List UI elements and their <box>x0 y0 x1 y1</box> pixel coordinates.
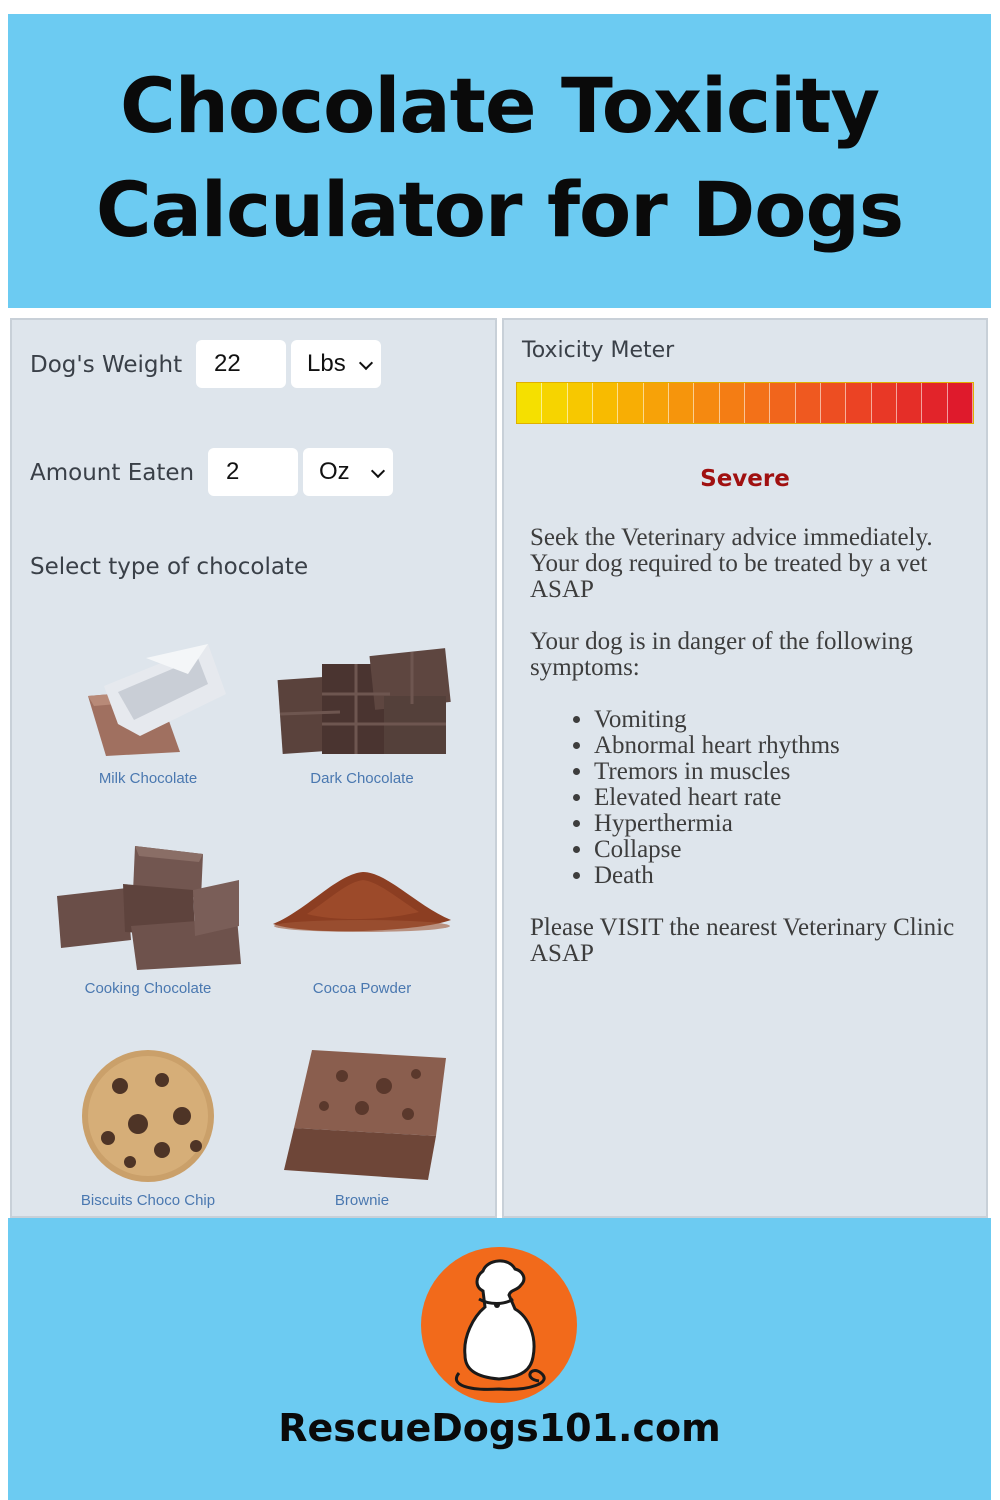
weight-input[interactable]: 22 <box>196 340 286 388</box>
meter-segment <box>618 383 643 423</box>
meter-segment <box>821 383 846 423</box>
symptom-list <box>530 707 970 889</box>
amount-input[interactable]: 2 <box>208 448 298 496</box>
meter-segment <box>517 383 542 423</box>
chocolate-option-dark[interactable] <box>262 634 462 787</box>
chocolate-label: Brownie <box>334 1192 390 1209</box>
brownie-image <box>272 1046 452 1186</box>
chocolate-label: Cooking Chocolate <box>84 980 212 997</box>
meter-segment <box>720 383 745 423</box>
amount-unit-select[interactable] <box>303 448 393 496</box>
footer-banner <box>8 1218 991 1500</box>
toxicity-meter-bar <box>516 382 974 424</box>
chevron-down-icon <box>359 356 373 370</box>
symptom-item: • Abnormal heart rhythms <box>594 733 970 759</box>
meter-segment <box>922 383 947 423</box>
dog-logo-icon <box>419 1245 579 1405</box>
meter-segment <box>897 383 922 423</box>
advice-paragraph-2: Your dog is in danger of the following symptoms: <box>530 628 913 681</box>
advice-text <box>530 525 970 993</box>
chocolate-option-cookie[interactable] <box>48 1046 248 1209</box>
amount-unit-value: Oz <box>319 458 350 485</box>
symptom-item: • Hyperthermia <box>594 811 970 837</box>
weight-label: Dog's Weight <box>30 352 183 378</box>
meter-segment <box>948 383 973 423</box>
chocolate-option-milk[interactable] <box>48 634 248 787</box>
cooking-chocolate-image <box>53 840 243 974</box>
chocolate-option-cooking[interactable] <box>48 840 248 997</box>
meter-segment <box>694 383 719 423</box>
chocolate-option-cocoa[interactable] <box>262 840 462 997</box>
header-banner <box>8 14 991 308</box>
title-line-1: Chocolate Toxicity <box>119 61 880 150</box>
weight-unit-value: Lbs <box>307 350 346 377</box>
title-line-2: Calculator for Dogs <box>95 165 904 254</box>
meter-segment <box>593 383 618 423</box>
meter-segment <box>669 383 694 423</box>
meter-segment <box>745 383 770 423</box>
symptom-item: • Collapse <box>594 837 970 863</box>
chocolate-label: Milk Chocolate <box>98 770 198 787</box>
toxicity-level: Severe <box>700 466 790 492</box>
toxicity-result-panel <box>502 318 988 1218</box>
meter-segment <box>568 383 593 423</box>
chevron-down-icon <box>371 464 385 478</box>
meter-segment <box>872 383 897 423</box>
chocolate-label: Cocoa Powder <box>312 980 412 997</box>
chocolate-type-label: Select type of chocolate <box>30 554 309 580</box>
calculator-input-panel <box>10 318 497 1218</box>
meter-segment <box>542 383 567 423</box>
milk-chocolate-image <box>58 634 238 764</box>
page-title <box>8 54 991 262</box>
site-url[interactable]: RescueDogs101.com <box>278 1406 721 1450</box>
meter-segment <box>770 383 795 423</box>
advice-paragraph-3: Please VISIT the nearest Veterinary Clinic ASAP <box>530 914 955 967</box>
symptom-item: • Tremors in muscles <box>594 759 970 785</box>
dark-chocolate-image <box>272 634 452 764</box>
symptom-item: • Elevated heart rate <box>594 785 970 811</box>
meter-segment <box>796 383 821 423</box>
advice-paragraph-1: Seek the Veterinary advice immediately. Your dog required to be treated by a vet ASAP <box>530 524 933 603</box>
toxicity-meter-title: Toxicity Meter <box>522 338 675 363</box>
weight-unit-select[interactable] <box>291 340 381 388</box>
symptom-item: • Vomiting <box>594 707 970 733</box>
meter-segment <box>644 383 669 423</box>
amount-label: Amount Eaten <box>30 460 195 486</box>
chocolate-label: Biscuits Choco Chip <box>80 1192 216 1209</box>
symptom-item: • Death <box>594 863 970 889</box>
cocoa-powder-image <box>267 840 457 974</box>
chocolate-label: Dark Chocolate <box>310 770 414 787</box>
chocolate-option-brownie[interactable] <box>262 1046 462 1209</box>
cookie-image <box>58 1046 238 1186</box>
meter-segment <box>846 383 871 423</box>
